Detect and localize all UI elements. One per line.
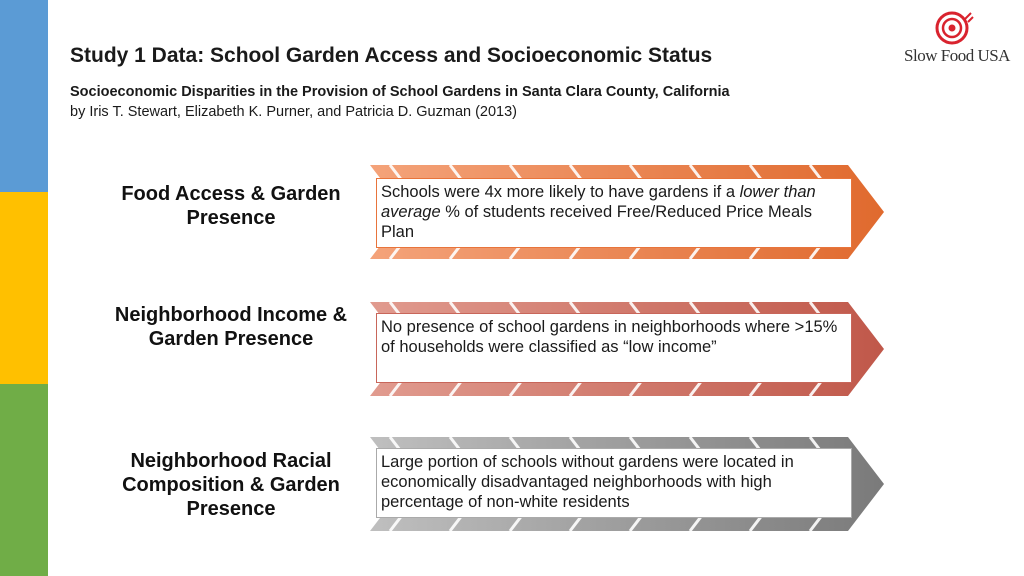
sidebar-stripe-blue xyxy=(0,0,48,192)
logo-text: Slow Food USA xyxy=(904,46,1010,65)
page-title: Study 1 Data: School Garden Access and Socioeconomic Status xyxy=(70,44,713,67)
finding-text-italic: lower than average xyxy=(381,183,816,221)
sidebar-stripe-green xyxy=(0,384,48,576)
row-label-racial-composition: Neighborhood Racial Composition & Garden Presence xyxy=(122,450,340,520)
row-label-neighborhood-income: Neighborhood Income & Garden Presence xyxy=(114,304,348,350)
finding-box-food-access xyxy=(376,178,852,248)
snail-icon xyxy=(934,10,974,46)
finding-box-neighborhood-income: No presence of school gardens in neighborhoods where >15% of households were classified as “low income” xyxy=(376,313,852,383)
finding-text-part: % of students received Free/Reduced Price Meals Plan xyxy=(381,203,813,241)
finding-box-racial-composition: Large portion of schools without gardens were located in economically disadvantaged neighborhoods with high percentage of non-white residents xyxy=(376,448,852,518)
finding-text-part: Schools were 4x more likely to have gardens if a xyxy=(381,183,740,201)
paper-authors: by Iris T. Stewart, Elizabeth K. Purner, and Patricia D. Guzman (2013) xyxy=(70,104,518,120)
row-label-food-access: Food Access & Garden Presence xyxy=(121,183,341,229)
paper-title: Socioeconomic Disparities in the Provision of School Gardens in Santa Clara County, California xyxy=(70,84,730,100)
sidebar-stripe-yellow xyxy=(0,192,48,384)
slow-food-logo xyxy=(898,10,1016,70)
